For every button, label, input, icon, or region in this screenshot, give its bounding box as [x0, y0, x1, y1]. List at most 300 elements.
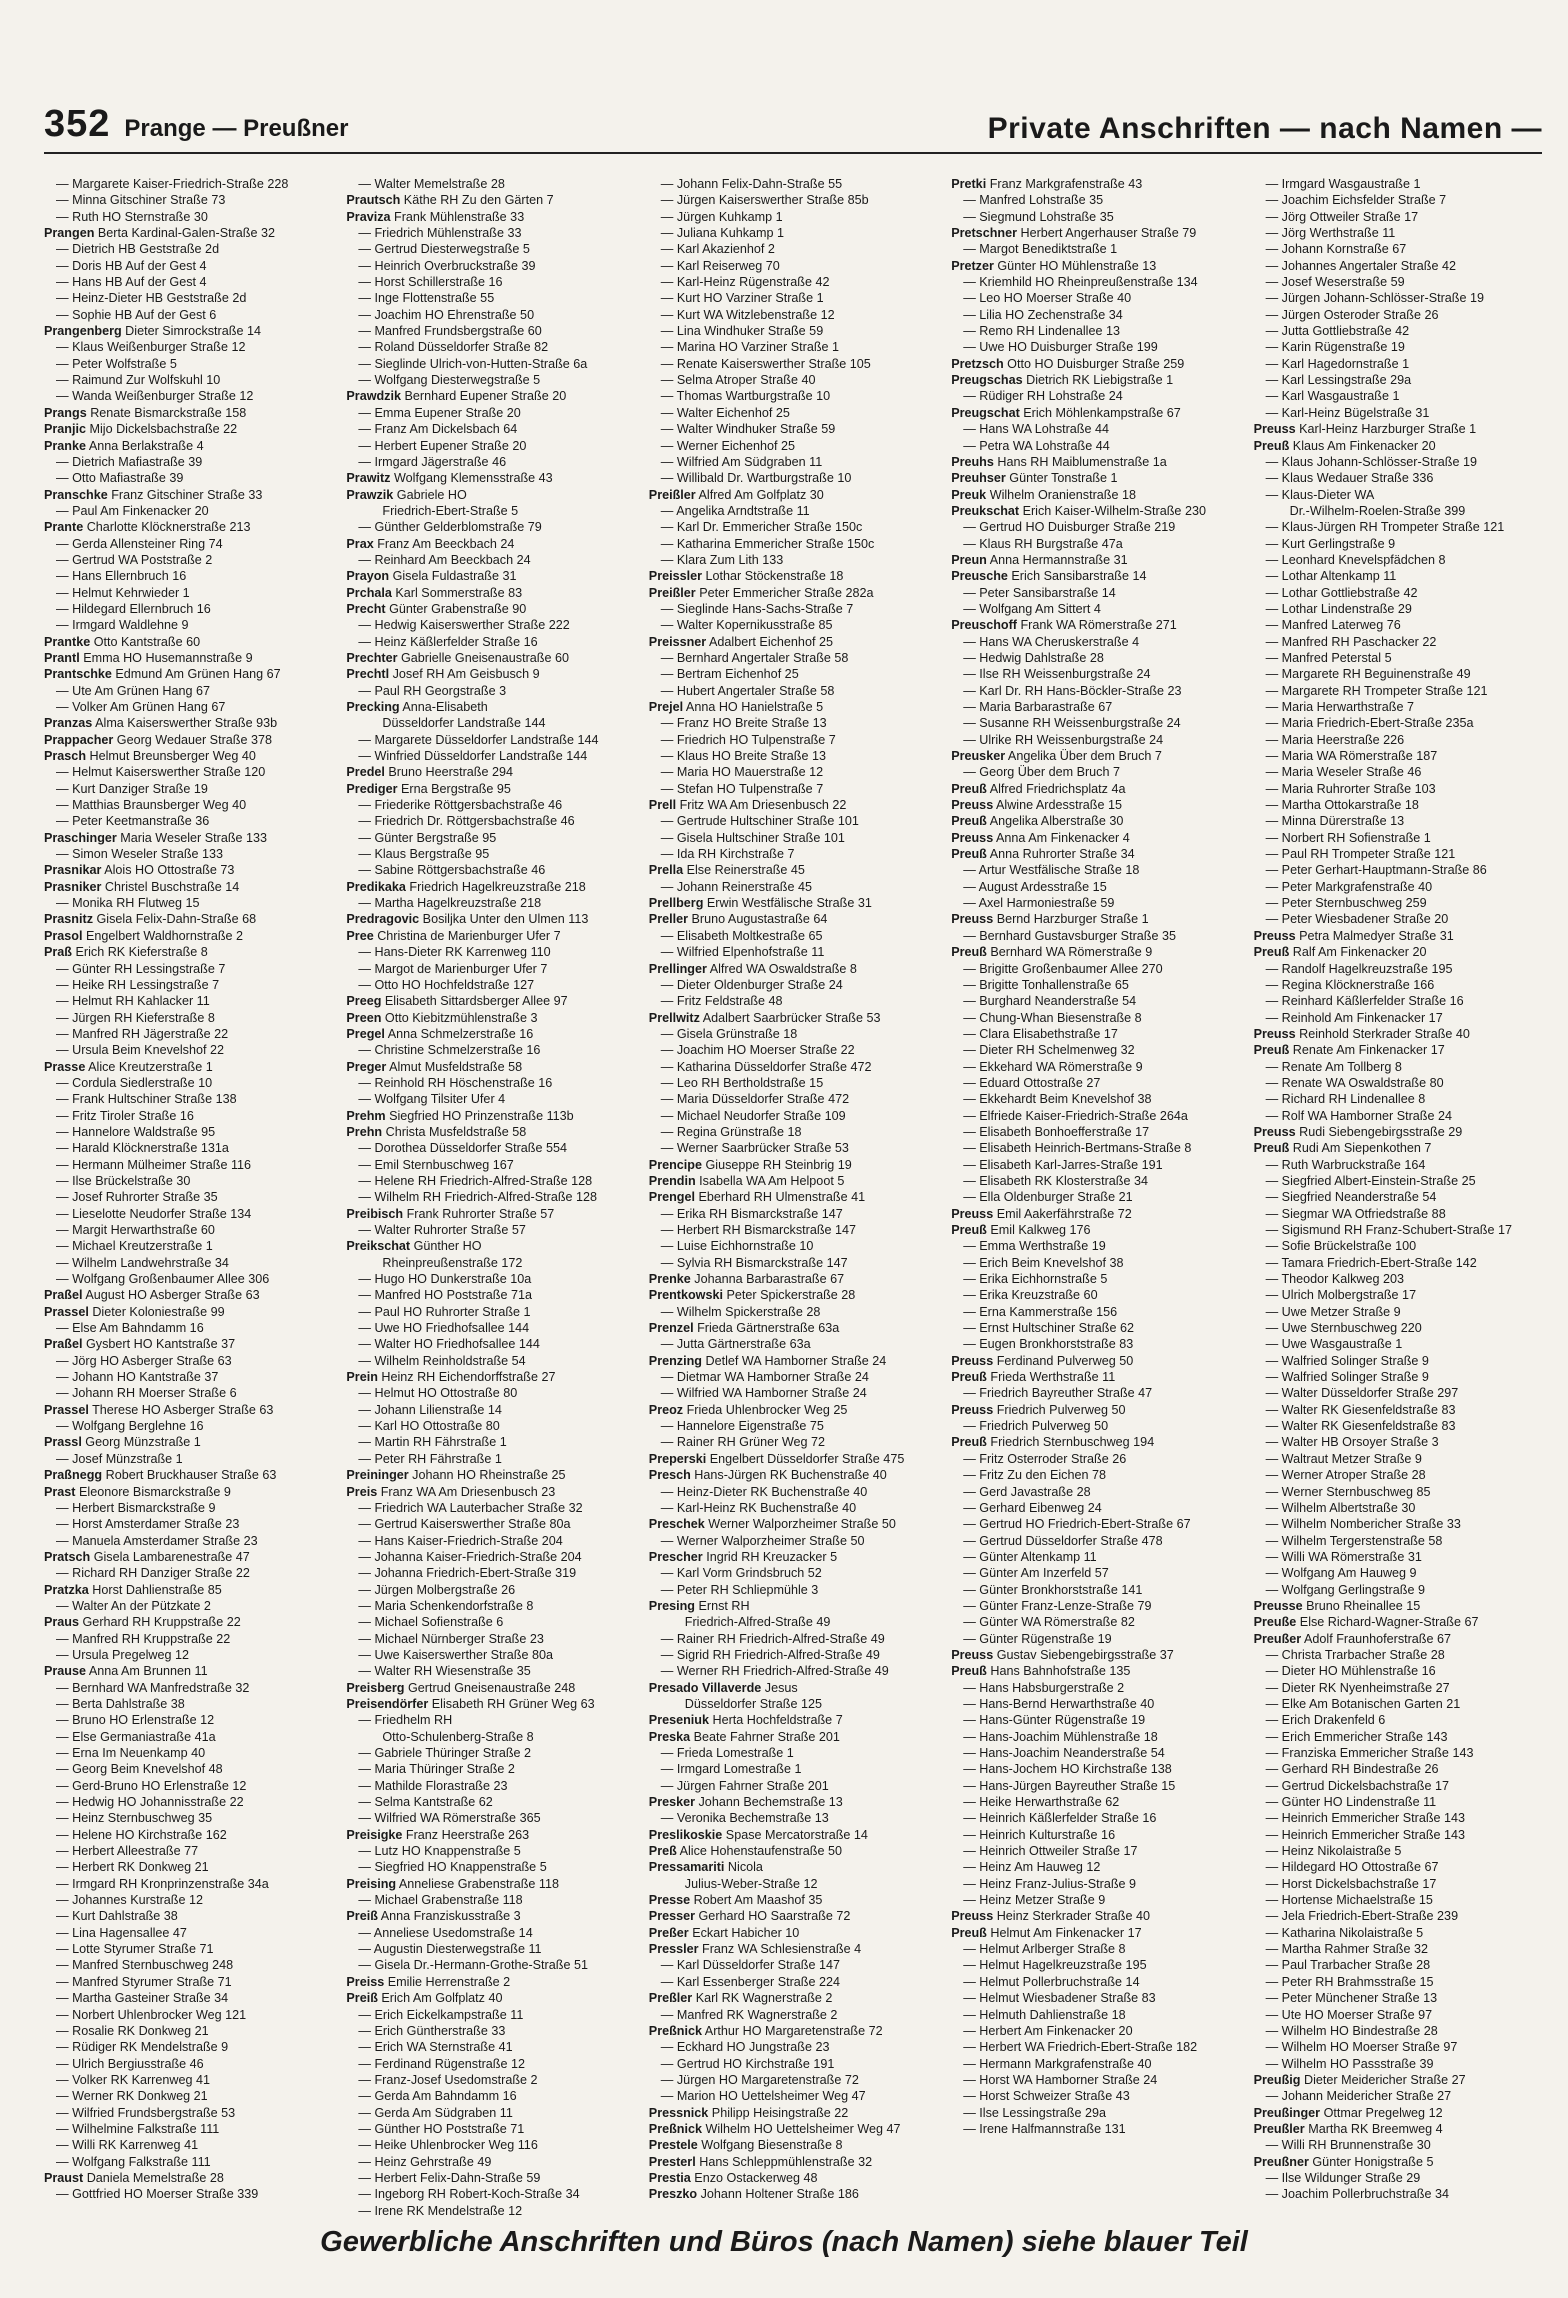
surname: Precking: [346, 700, 400, 714]
surname: Prasnikar: [44, 863, 102, 878]
listing-entry: — Willi RK Karrenweg 41: [56, 2138, 199, 2153]
listing-entry: — Michael Nürnberger Straße 23: [358, 1631, 544, 1646]
listing-entry: — Reinhard Käßlerfelder Straße 16: [1265, 994, 1464, 1009]
listing-entry: — Juliana Kuhkamp 1: [660, 226, 785, 241]
listing-entry: — Walter An der Pützkate 2: [56, 1598, 211, 1613]
listing-entry: — Anneliese Usedomstraße 14: [358, 1925, 533, 1940]
listing-entry: — Ursula Pregelweg 12: [56, 1647, 189, 1662]
listing-entry: Prellberg Erwin Westfälische Straße 31: [648, 896, 872, 911]
listing-entry: Pratzka Horst Dahlienstraße 85: [44, 1582, 222, 1597]
listing-entry: — Peter Keetmanstraße 36: [56, 814, 210, 829]
listing-entry: — Maria WA Römerstraße 187: [1265, 749, 1438, 764]
listing-entry: — Johann HO Kantstraße 37: [56, 1370, 219, 1385]
listing-entry: — Johanna Friedrich-Ebert-Straße 319: [358, 1566, 577, 1581]
listing-entry: Prawitz Wolfgang Klemensstraße 43: [346, 471, 553, 486]
listing-entry: — Cordula Siedlerstraße 10: [56, 1075, 213, 1090]
listing-entry: Preuß Ralf Am Finkenacker 20: [1253, 945, 1427, 960]
listing-entry: Preßnick Wilhelm HO Uettelsheimer Weg 47: [648, 2121, 901, 2136]
listing-entry: Preikschat Günther HO: [346, 1239, 482, 1254]
surname: Preger: [346, 1059, 387, 1074]
listing-entry: Preißler Alfred Am Golfplatz 30: [648, 487, 824, 502]
listing-entry: — Johann Felix-Dahn-Straße 55: [660, 177, 843, 191]
listing-entry: Prellinger Alfred WA Oswaldstraße 8: [648, 961, 857, 976]
listing-entry: — Peter RH Schliepmühle 3: [660, 1582, 819, 1597]
listing-entry: — Irmgard Lomestraße 1: [660, 1762, 802, 1777]
listing-entry: — Hugo HO Dunkerstraße 10a: [358, 1272, 532, 1287]
listing-entry: — Harald Klöcknerstraße 131a: [56, 1141, 229, 1156]
listing-entry: — Erich Drakenfeld 6: [1265, 1713, 1386, 1728]
listing-entry: — Remo RH Lindenallee 13: [963, 324, 1120, 339]
listing-entry: Prechtl Josef RH Am Geisbusch 9: [346, 667, 540, 682]
listing-entry: — Else Germaniastraße 41a: [56, 1729, 216, 1744]
listing-entry: — Leonhard Knevelspfädchen 8: [1265, 552, 1446, 567]
surname: Pretschner: [951, 226, 1017, 241]
surname: Preuss: [951, 1402, 994, 1417]
listing-entry: — Manuela Amsterdamer Straße 23: [56, 1533, 258, 1548]
listing-entry: — Elfriede Kaiser-Friedrich-Straße 264a: [963, 1108, 1188, 1123]
listing-entry: — Thomas Wartburgstraße 10: [660, 389, 831, 404]
surname: Pratzka: [44, 1582, 89, 1597]
listing-entry: — Friedrich HO Tulpenstraße 7: [660, 732, 836, 747]
surname: Preißler: [648, 487, 696, 502]
listing-entry: — Ida RH Kirchstraße 7: [660, 847, 795, 862]
listing-entry: — Selma Atroper Straße 40: [660, 373, 816, 388]
listing-entry: — Lina Hagensallee 47: [56, 1925, 187, 1940]
listing-entry: Preuß Emil Kalkweg 176: [951, 1223, 1091, 1237]
surname: Prenzel: [648, 1321, 694, 1336]
listing-entry: — Sigrid RH Friedrich-Alfred-Straße 49: [660, 1647, 880, 1662]
listing-entry: Otto-Schulenberg-Straße 8: [382, 1729, 534, 1744]
listing-entry: Prangenberg Dieter Simrockstraße 14: [44, 324, 261, 339]
listing-entry: — Helene RH Friedrich-Alfred-Straße 128: [358, 1173, 593, 1188]
listing-entry: — Wolfgang Berglehne 16: [56, 1419, 204, 1434]
listing-entry: — Inge Flottenstraße 55: [358, 291, 495, 306]
listing-entry: — Renate WA Oswaldstraße 80: [1265, 1075, 1444, 1090]
listing-entry: — Matthias Braunsberger Weg 40: [56, 798, 247, 813]
listing-entry: — Ute Am Grünen Hang 67: [56, 683, 211, 698]
surname: Pressler: [648, 1942, 699, 1957]
listing-entry: Preuss Friedrich Pulverweg 50: [951, 1402, 1126, 1417]
listing-entry: — Joachim Pollerbruchstraße 34: [1265, 2187, 1449, 2202]
listing-entry: — Frieda Lomestraße 1: [660, 1746, 794, 1760]
listing-entry: — Erika Eichhornstraße 5: [963, 1272, 1108, 1287]
listing-entry: Pranzas Alma Kaiserswerther Straße 93b: [44, 716, 278, 731]
listing-entry: Preuss Anna Am Finkenacker 4: [951, 830, 1130, 845]
surname: Preußer: [1253, 1631, 1302, 1646]
listing-entry: — Gisela Grünstraße 18: [660, 1026, 798, 1041]
listing-entry: — Clara Elisabethstraße 17: [963, 1026, 1118, 1041]
listing-entry: — Reinhold RH Höschenstraße 16: [358, 1075, 553, 1090]
listing-entry: — Randolf Hagelkreuzstraße 195: [1265, 961, 1453, 976]
listing-entry: Presch Hans-Jürgen RK Buchenstraße 40: [648, 1468, 887, 1483]
listing-entry: — Marina HO Varziner Straße 1: [660, 340, 840, 355]
listing-entry: — Irmgard Wasgaustraße 1: [1265, 177, 1421, 191]
listing-entry: Prell Fritz WA Am Driesenbusch 22: [648, 798, 847, 813]
listing-entry: — Helmut RH Kahlacker 11: [56, 994, 210, 1009]
listing-entry: — Rolf WA Hamborner Straße 24: [1265, 1108, 1452, 1123]
listing-entry: — Siegfried Neanderstraße 54: [1265, 1190, 1437, 1205]
surname: Prestia: [648, 2170, 691, 2185]
surname: Preußinger: [1253, 2105, 1321, 2120]
surname: Prawitz: [346, 471, 391, 486]
surname: Prenke: [648, 1272, 691, 1287]
listing-entry: Preissner Adalbert Eichenhof 25: [648, 634, 833, 649]
listing-entry: — Jürgen Osteroder Straße 26: [1265, 307, 1439, 322]
listing-entry: — Joachim HO Moerser Straße 22: [660, 1043, 855, 1058]
listing-entry: — Heinz-Dieter HB Geststraße 2d: [56, 291, 247, 306]
surname: Praß: [44, 945, 72, 960]
listing-entry: — Jürgen Johann-Schlösser-Straße 19: [1265, 291, 1484, 306]
listing-entry: — Sieglinde Hans-Sachs-Straße 7: [660, 601, 854, 616]
surname: Prast: [44, 1484, 76, 1499]
listing-entry: — Heike Uhlenbrocker Weg 116: [358, 2138, 538, 2153]
listing-entry: — Hans Habsburgerstraße 2: [963, 1680, 1125, 1695]
surname: Presse: [648, 1893, 691, 1908]
listing-entry: — Walter Eichenhof 25: [660, 405, 790, 420]
surname: Preißler: [648, 585, 696, 600]
listing-entry: Preußner Günter Honigstraße 5: [1253, 2154, 1434, 2169]
listing-column-3: [649, 176, 939, 2219]
listing-entry: Preusche Erich Sansibarstraße 14: [951, 569, 1147, 584]
listing-entry: — Johann Lilienstraße 14: [358, 1402, 502, 1417]
listing-entry: — Gottfried HO Moerser Straße 339: [56, 2187, 259, 2202]
listing-entry: — Ilse Brückelstraße 30: [56, 1173, 191, 1188]
listing-entry: — Ilse Lessingstraße 29a: [963, 2105, 1106, 2120]
listing-entry: — Martha Rahmer Straße 32: [1265, 1942, 1428, 1957]
listing-entry: — Siegfried HO Knappenstraße 5: [358, 1860, 547, 1875]
listing-entry: — Maria Weseler Straße 46: [1265, 765, 1422, 780]
listing-entry: — Gertrude Hultschiner Straße 101: [660, 814, 859, 829]
listing-entry: — Helmuth Dahlienstraße 18: [963, 2007, 1126, 2022]
listing-entry: Prasse Alice Kreutzerstraße 1: [44, 1059, 213, 1074]
listing-entry: Prassel Therese HO Asberger Straße 63: [44, 1402, 274, 1417]
listing-entry: — Bruno HO Erlenstraße 12: [56, 1713, 215, 1728]
listing-entry: — Margit Herwarthstraße 60: [56, 1223, 215, 1237]
surname: Prenzing: [648, 1353, 702, 1368]
listing-entry: — Martha Gasteiner Straße 34: [56, 1991, 229, 2006]
listing-entry: — Gerhard Eibenweg 24: [963, 1500, 1102, 1515]
listing-entry: — Jörg HO Asberger Straße 63: [56, 1353, 232, 1368]
listing-entry: — Hans-Bernd Herwarthstraße 40: [963, 1696, 1155, 1711]
listing-entry: — Johann Reinerstraße 45: [660, 879, 813, 894]
listing-entry: — Heinz Franz-Julius-Straße 9: [963, 1876, 1137, 1891]
listing-entry: Prestele Wolfgang Biesenstraße 8: [648, 2138, 843, 2153]
surname: Preßler: [648, 1991, 693, 2006]
surname: Predel: [346, 765, 385, 780]
surname: Prechter: [346, 650, 398, 665]
listing-entry: — Minna Dürerstraße 13: [1265, 814, 1405, 829]
listing-entry: — Walter RK Giesenfeldstraße 83: [1265, 1402, 1456, 1417]
listing-entry: Prantl Emma HO Husemannstraße 9: [44, 650, 253, 665]
listing-entry: — Klaus Wedauer Straße 336: [1265, 471, 1434, 486]
listing-entry: — Peter RH Fährstraße 1: [358, 1451, 502, 1466]
listing-entry: — Paul Am Finkenacker 20: [56, 503, 209, 518]
listing-entry: — Franz-Josef Usedomstraße 2: [358, 2072, 538, 2087]
listing-entry: Prehn Christa Musfeldstraße 58: [346, 1124, 527, 1139]
listing-entry: Prantschke Edmund Am Grünen Hang 67: [44, 667, 281, 682]
listing-entry: — Karl Reiserweg 70: [660, 258, 780, 273]
surname: Prantschke: [44, 667, 112, 682]
listing-entry: — Heinz Gehrstraße 49: [358, 2154, 492, 2169]
listing-entry: Praßel August HO Asberger Straße 63: [44, 1288, 260, 1303]
listing-entry: Preugschat Erich Möhlenkampstraße 67: [951, 405, 1181, 420]
listing-entry: Praust Daniela Memelstraße 28: [44, 2170, 224, 2185]
listing-entry: — Gertrud HO Duisburger Straße 219: [963, 520, 1176, 535]
listing-entry: — Uwe Wasgaustraße 1: [1265, 1337, 1403, 1352]
listing-entry: Prassel Dieter Koloniestraße 99: [44, 1304, 225, 1319]
listing-entry: — Werner Atroper Straße 28: [1265, 1468, 1426, 1483]
surname: Preuk: [951, 487, 987, 502]
listing-entry: — Günther HO Poststraße 71: [358, 2121, 525, 2136]
listing-entry: — Dieter Oldenburger Straße 24: [660, 977, 843, 992]
surname: Pretzsch: [951, 356, 1004, 371]
surname: Preuß: [951, 814, 987, 829]
surname: Preuß: [951, 1435, 987, 1450]
surname: Preiss: [346, 1974, 385, 1989]
listing-entry: — Wilhelm Landwehrstraße 34: [56, 1255, 229, 1270]
listing-entry: — Hans Kaiser-Friedrich-Straße 204: [358, 1533, 563, 1548]
listing-entry: Preusse Bruno Rheinallee 15: [1253, 1598, 1421, 1613]
listing-entry: — Herbert Felix-Dahn-Straße 59: [358, 2170, 541, 2185]
listing-entry: Praßnegg Robert Bruckhauser Straße 63: [44, 1468, 277, 1483]
surname: Prehn: [346, 1124, 383, 1139]
listing-entry: — Fritz Zu den Eichen 78: [963, 1468, 1106, 1483]
listing-entry: Prejel Anna HO Hanielstraße 5: [648, 700, 824, 714]
listing-entry: Prediger Erna Bergstraße 95: [346, 781, 511, 796]
listing-entry: — Heinz-Dieter RK Buchenstraße 40: [660, 1484, 868, 1499]
listing-entry: — Reinhard Am Beeckbach 24: [358, 552, 531, 567]
listing-entry: — Johann RH Moerser Straße 6: [56, 1386, 237, 1401]
surname: Preuß: [1253, 1043, 1290, 1058]
surname: Preszko: [648, 2187, 698, 2202]
listing-entry: — Gisela Hultschiner Straße 101: [660, 830, 845, 845]
listing-entry: Prautsch Käthe RH Zu den Gärten 7: [346, 193, 554, 208]
surname: Prejel: [648, 700, 684, 714]
listing-entry: — Bernhard WA Manfredstraße 32: [56, 1680, 250, 1695]
listing-entry: Preseniuk Herta Hochfeldstraße 7: [648, 1713, 843, 1728]
listing-entry: Prast Eleonore Bismarckstraße 9: [44, 1484, 231, 1499]
listing-entry: — Frank Hultschiner Straße 138: [56, 1092, 237, 1107]
listing-entry: — Rainer RH Friedrich-Alfred-Straße 49: [660, 1631, 885, 1646]
surname: Prchala: [346, 585, 392, 600]
listing-entry: — Karl HO Ottostraße 80: [358, 1419, 500, 1434]
surname: Prassel: [44, 1402, 89, 1417]
listing-entry: — Lotte Styrumer Straße 71: [56, 1942, 214, 1957]
listing-entry: — Helmut Arlberger Straße 8: [963, 1942, 1126, 1957]
listing-entry: — Wilhelm Albertstraße 30: [1265, 1500, 1416, 1515]
listing-entry: Preßnick Arthur HO Margaretenstraße 72: [648, 2023, 883, 2038]
listing-entry: Praviza Frank Mühlenstraße 33: [346, 209, 525, 224]
surname: Prasol: [44, 928, 83, 943]
listing-entry: Presse Robert Am Maashof 35: [648, 1893, 823, 1908]
listing-entry: — Volker RK Karrenweg 41: [56, 2072, 210, 2087]
listing-entry: — Brigitte Großenbaumer Allee 270: [963, 961, 1163, 976]
surname: Preuß: [951, 847, 987, 862]
surname: Prangen: [44, 226, 95, 241]
listing-entry: — Günter Bronkhorststraße 141: [963, 1582, 1143, 1597]
surname: Prautsch: [346, 193, 401, 208]
listing-entry: — Waltraut Metzer Straße 9: [1265, 1451, 1422, 1466]
listing-entry: Prasniker Christel Buschstraße 14: [44, 879, 240, 894]
listing-entry: — Wilfried WA Hamborner Straße 24: [660, 1386, 867, 1401]
listing-entry: — Gerd-Bruno HO Erlenstraße 12: [56, 1778, 247, 1793]
surname: Prause: [44, 1664, 87, 1679]
listing-entry: — Elisabeth Moltkestraße 65: [660, 928, 823, 943]
listing-entry: Preuhs Hans RH Maiblumenstraße 1a: [951, 454, 1167, 469]
listing-entry: — Günter WA Römerstraße 82: [963, 1615, 1135, 1630]
surname: Preuß: [951, 945, 987, 960]
surname: Preen: [346, 1010, 382, 1025]
listing-entry: Praus Gerhard RH Kruppstraße 22: [44, 1615, 241, 1630]
surname: Preußig: [1253, 2072, 1301, 2087]
listing-entry: — Maria Friedrich-Ebert-Straße 235a: [1265, 716, 1474, 731]
listing-entry: — Emil Sternbuschweg 167: [358, 1157, 514, 1172]
listing-entry: — Jürgen Molbergstraße 26: [358, 1582, 516, 1597]
listing-entry: — Ilse Wildunger Straße 29: [1265, 2170, 1421, 2185]
surname: Prediger: [346, 781, 398, 796]
listing-entry: Prasol Engelbert Waldhornstraße 2: [44, 928, 244, 943]
surname: Prestele: [648, 2138, 698, 2153]
listing-entry: Preußig Dieter Meidericher Straße 27: [1253, 2072, 1466, 2087]
listing-entry: — Margarete Düsseldorfer Landstraße 144: [358, 732, 599, 747]
surname: Preibisch: [346, 1206, 404, 1221]
surname: Prellwitz: [648, 1010, 700, 1025]
surname: Preusker: [951, 749, 1006, 764]
listing-entry: — Hans WA Cheruskerstraße 4: [963, 634, 1140, 649]
listing-entry: — Siegfried Albert-Einstein-Straße 25: [1265, 1173, 1476, 1188]
surname: Presch: [648, 1468, 691, 1483]
listing-entry: — Bernhard Angertaler Straße 58: [660, 650, 849, 665]
surname: Preuss: [951, 1909, 994, 1924]
surname: Preschek: [648, 1517, 705, 1532]
listing-entry: — Rainer RH Grüner Weg 72: [660, 1435, 826, 1450]
listing-entry: Preukschat Erich Kaiser-Wilhelm-Straße 230: [951, 503, 1206, 518]
listing-entry: Prenzel Frieda Gärtnerstraße 63a: [648, 1321, 840, 1336]
listing-entry: — Helmut Wiesbadener Straße 83: [963, 1991, 1156, 2006]
listing-entry: — Maria HO Mauerstraße 12: [660, 765, 824, 780]
listing-entry: — Otto HO Hochfeldstraße 127: [358, 977, 535, 992]
listing-entry: — Herbert RK Donkweg 21: [56, 1860, 209, 1875]
listing-entry: — Hans-Joachim Mühlenstraße 18: [963, 1729, 1158, 1744]
listing-entry: — Michael Sofienstraße 6: [358, 1615, 504, 1630]
listing-entry: — Georg Beim Knevelshof 48: [56, 1762, 223, 1777]
listing-entry: Preuß Frieda Werthstraße 11: [951, 1370, 1116, 1385]
listing-entry: — Günter Am Inzerfeld 57: [963, 1566, 1109, 1581]
listing-entry: — Winfried Düsseldorfer Landstraße 144: [358, 749, 588, 764]
listing-entry: — Erich Güntherstraße 33: [358, 2023, 506, 2038]
listing-entry: — Artur Westfälische Straße 18: [963, 863, 1140, 878]
listing-entry: — Kurt Gerlingstraße 9: [1265, 536, 1396, 551]
listing-entry: — Hans WA Lohstraße 44: [963, 422, 1110, 437]
listing-entry: — Wilhelm Nombericher Straße 33: [1265, 1517, 1461, 1532]
listing-entry: — Wilhelm HO Bindestraße 28: [1265, 2023, 1438, 2038]
listing-entry: — Wilfried Am Südgraben 11: [660, 454, 823, 469]
running-head: Prange — Preußner: [124, 115, 349, 142]
surname: Prell: [648, 798, 677, 813]
surname: Preuß: [1253, 438, 1290, 453]
listing-column-5: [1254, 176, 1544, 2219]
listing-entry: — Lieselotte Neudorfer Straße 134: [56, 1206, 252, 1221]
surname: Preßnick: [648, 2121, 702, 2136]
listing-entry: — Gertrud WA Poststraße 2: [56, 552, 213, 567]
listing-entry: Preuß Hans Bahnhofstraße 135: [951, 1664, 1131, 1679]
listing-entry: — Günter HO Lindenstraße 11: [1265, 1795, 1437, 1810]
listing-entry: — Siegmund Lohstraße 35: [963, 209, 1114, 224]
listing-entry: — Werner RK Donkweg 21: [56, 2089, 208, 2104]
surname: Preissler: [648, 569, 703, 584]
listing-entry: — Heinrich Kulturstraße 16: [963, 1827, 1116, 1842]
surname: Preusse: [1253, 1598, 1303, 1613]
listing-entry: — Dieter RK Nyenheimstraße 27: [1265, 1680, 1450, 1695]
listing-entry: — Klaus Johann-Schlösser-Straße 19: [1265, 454, 1477, 469]
listing-entry: — Theodor Kalkweg 203: [1265, 1272, 1404, 1287]
listing-entry: — Irmgard RH Kronprinzenstraße 34a: [56, 1876, 269, 1891]
listing-entry: — Manfred RK Wagnerstraße 2: [660, 2007, 838, 2022]
surname: Preuhser: [951, 471, 1006, 486]
listing-entry: Preiß Anna Franziskusstraße 3: [346, 1909, 521, 1924]
listing-entry: — Karl Essenberger Straße 224: [660, 1974, 840, 1989]
listing-entry: Düsseldorfer Landstraße 144: [382, 716, 546, 731]
surname: Prax: [346, 536, 374, 551]
surname: Preininger: [346, 1468, 409, 1483]
surname: Praßnegg: [44, 1468, 103, 1483]
listing-entry: — Michael Neudorfer Straße 109: [660, 1108, 846, 1123]
listing-column-4: [951, 176, 1241, 2219]
listing-entry: Prax Franz Am Beeckbach 24: [346, 536, 515, 551]
listing-entry: Prasnitz Gisela Felix-Dahn-Straße 68: [44, 912, 257, 927]
listing-entry: — Ruth HO Sternstraße 30: [56, 209, 208, 224]
listing-entry: — Erich Eickelkampstraße 11: [358, 2007, 524, 2022]
listing-entry: Pranjic Mijo Dickelsbachstraße 22: [44, 422, 238, 437]
listing-entry: — Eckhard HO Jungstraße 23: [660, 2040, 830, 2055]
listing-entry: — Norbert Uhlenbrocker Weg 121: [56, 2007, 247, 2022]
listing-entry: Prellwitz Adalbert Saarbrücker Straße 53: [648, 1010, 881, 1025]
listing-entry: — Werner Walporzheimer Straße 50: [660, 1533, 865, 1548]
listing-entry: — Ekkehardt Beim Knevelshof 38: [963, 1092, 1152, 1107]
surname: Preisberg: [346, 1680, 405, 1695]
surname: Prehm: [346, 1108, 386, 1123]
listing-entry: Preuss Petra Malmedyer Straße 31: [1253, 928, 1454, 943]
listing-entry: — Gertrud HO Kirchstraße 191: [660, 2056, 835, 2071]
listing-entry: Preißler Peter Emmericher Straße 282a: [648, 585, 874, 600]
surname: Predragovic: [346, 912, 420, 927]
listing-entry: — Peter Markgrafenstraße 40: [1265, 879, 1433, 894]
listing-entry: — Irmgard Jägerstraße 46: [358, 454, 507, 469]
listing-entry: — Herbert RH Bismarckstraße 147: [660, 1223, 857, 1237]
listing-entry: — Günter Franz-Lenze-Straße 79: [963, 1598, 1152, 1613]
listing-entry: Preschek Werner Walporzheimer Straße 50: [648, 1517, 896, 1532]
listing-entry: — Renate Am Tollberg 8: [1265, 1059, 1402, 1074]
listing-entry: — Johannes Kurstraße 12: [56, 1893, 204, 1908]
listing-entry: — Erna Kammerstraße 156: [963, 1304, 1118, 1319]
listing-entry: — Hubert Angertaler Straße 58: [660, 683, 835, 698]
listing-entry: — Leo HO Moerser Straße 40: [963, 291, 1132, 306]
listing-entry: — Hedwig Kaiserswerther Straße 222: [358, 618, 570, 633]
listing-entry: — Josef Ruhrorter Straße 35: [56, 1190, 218, 1205]
listing-entry: — Rüdiger RH Lohstraße 24: [963, 389, 1123, 404]
listing-entry: — Joachim Eichsfelder Straße 7: [1265, 193, 1447, 208]
surname: Preslikoskie: [648, 1827, 723, 1842]
listing-entry: — Wolfgang Tilsiter Ufer 4: [358, 1092, 506, 1107]
listing-entry: — Klaus RH Burgstraße 47a: [963, 536, 1123, 551]
surname: Preukschat: [951, 503, 1020, 518]
listing-entry: — Helmut Kehrwieder 1: [56, 585, 190, 600]
listing-entry: — Fritz Osterroder Straße 26: [963, 1451, 1127, 1466]
listing-entry: — Wolfgang Gerlingstraße 9: [1265, 1582, 1425, 1597]
surname: Preller: [648, 912, 689, 927]
listing-entry: — Karl-Heinz RK Buchenstraße 40: [660, 1500, 857, 1515]
listing-entry: — Ulrich Molbergstraße 17: [1265, 1288, 1417, 1303]
